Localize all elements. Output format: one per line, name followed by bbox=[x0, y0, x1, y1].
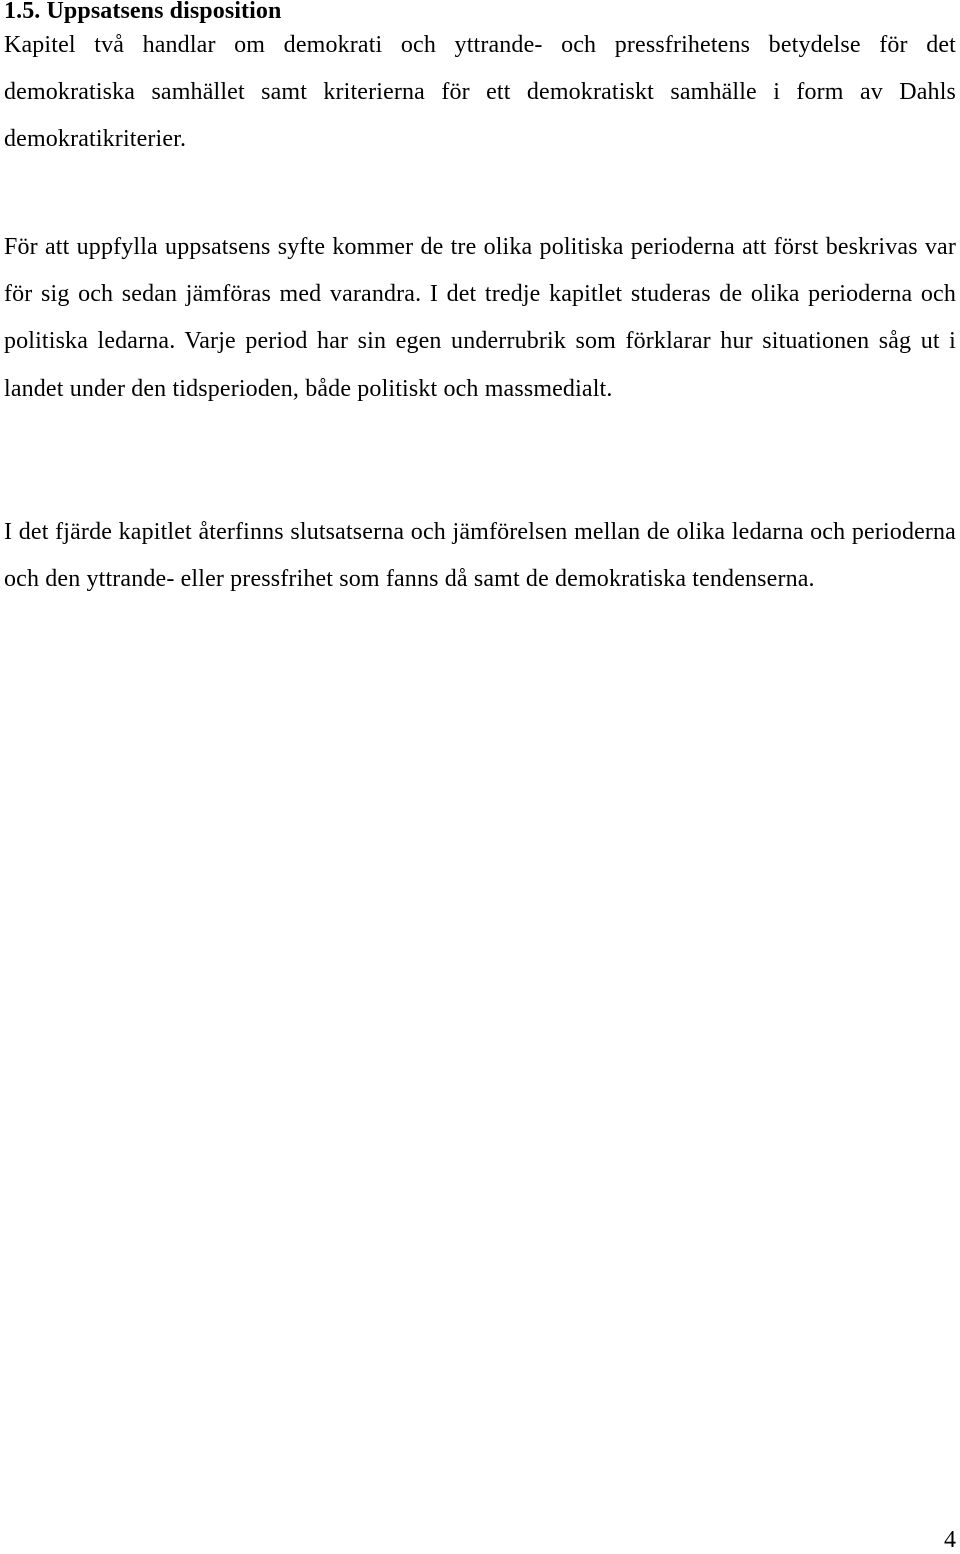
paragraph-chapter-two: Kapitel två handlar om demokrati och yttrande- och pressfrihetens betydelse för det demokratiska samhället samt kriterierna för ett demokratiskt samhälle i form av Dahls demokratikriterier. bbox=[4, 32, 956, 153]
page-number: 4 bbox=[944, 1527, 956, 1553]
section-heading: 1.5. Uppsatsens disposition bbox=[4, 0, 282, 24]
paragraph-chapter-three: För att uppfylla uppsatsens syfte kommer de tre olika politiska perioderna att först beskrivas var för sig och sedan jämföras med varandra. I det tredje kapitlet studeras de olika perioderna och politiska ledarna. Varje period har sin egen underrubrik som förklarar hur situationen såg ut i landet under den tidsperioden, både politiskt och massmedialt. bbox=[4, 234, 956, 402]
paragraph-chapter-four: I det fjärde kapitlet återfinns slutsatserna och jämförelsen mellan de olika ledarna och perioderna och den yttrande- eller pressfrihet som fanns då samt de demokratiska tendenserna. bbox=[4, 519, 956, 593]
